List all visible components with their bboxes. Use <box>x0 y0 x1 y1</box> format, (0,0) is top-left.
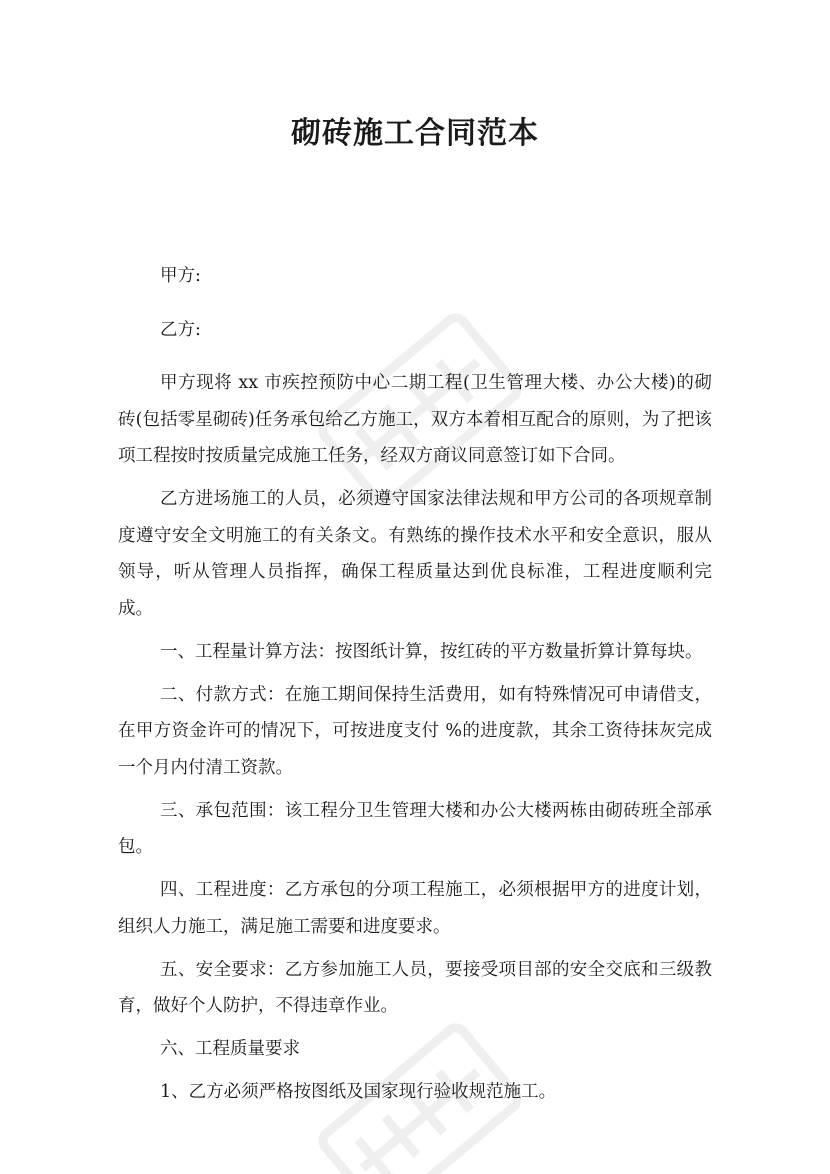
clause-quality-item-1: 1、乙方必须严格按图纸及国家现行验收规范施工。 <box>160 1082 557 1102</box>
clause-schedule: 四、工程进度：乙方承包的分项工程施工，必须根据甲方的进度计划，组织人力施工，满足施工需要和进度要求。 <box>118 880 712 937</box>
document-body <box>118 258 712 1117</box>
paragraph-intro: 甲方现将 xx 市疾控预防中心二期工程(卫生管理大楼、办公大楼)的砌砖(包括零星砌砖)任务承包给乙方施工，双方本着相互配合的原则，为了把该项工程按时按质量完成施工任务，经双方商议同意签订如下合同。 <box>118 373 712 466</box>
clause-quality-heading: 六、工程质量要求 <box>160 1039 300 1059</box>
clause-quantity-calculation: 一、工程量计算方法：按图纸计算，按红砖的平方数量折算计算每块。 <box>160 641 703 662</box>
paragraph-personnel: 乙方进场施工的人员，必须遵守国家法律法规和甲方公司的各项规章制度遵守安全文明施工的有关条文。有熟练的操作技术水平和安全意识，服从领导，听从管理人员指挥，确保工程质量达到优良标准，工程进度顺利完成。 <box>118 489 712 619</box>
party-a-label: 甲方: <box>160 266 201 286</box>
clause-payment: 二、付款方式：在施工期间保持生活费用，如有特殊情况可申请借支，在甲方资金许可的情况下，可按进度支付 %的进度款，其余工资待抹灰完成一个月内付清工资款。 <box>118 684 712 778</box>
document-title: 砌砖施工合同范本 <box>291 116 539 151</box>
party-b-label: 乙方: <box>160 319 201 340</box>
clause-safety: 五、安全要求：乙方参加施工人员，要接受项目部的安全交底和三级教育，做好个人防护，不得违章作业。 <box>118 959 712 1016</box>
clause-scope: 三、承包范围：该工程分卫生管理大楼和办公大楼两栋由砌砖班全部承包。 <box>118 800 712 857</box>
